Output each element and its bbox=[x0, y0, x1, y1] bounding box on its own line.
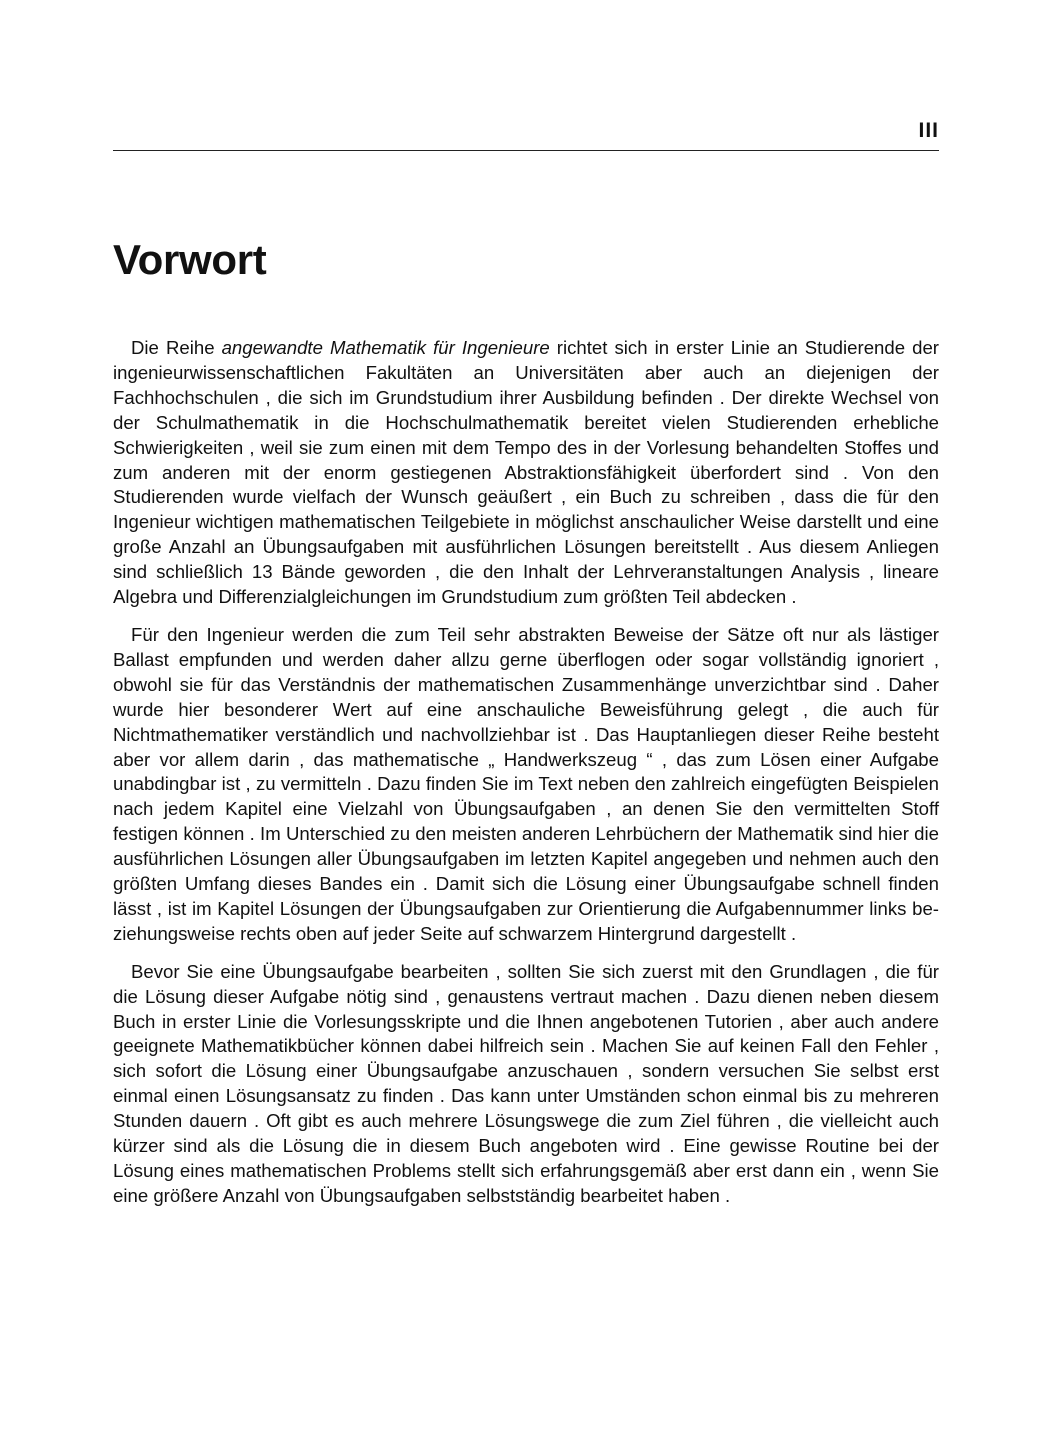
paragraph-1 bbox=[113, 336, 939, 610]
header-rule bbox=[113, 150, 939, 151]
page-number: III bbox=[918, 119, 939, 142]
series-title-emphasis: angewandte Mathematik für Ingenieure bbox=[221, 337, 550, 358]
paragraph-1-text: richtet sich in erster Linie an Studierende der ingenieurwissenschaftlichen Fakultäten an Universitäten aber auch an diejenigen der Fachhochschulen , die sich im Grundstudium ihrer Ausbildung befinden . Der direkte Wechsel von der Schulmathematik in die Hochschulmathematik bereitet vielen Studierenden erhebliche Schwierigkeiten , weil sie zum einen mit dem Tempo des in der Vorlesung behandelten Stoffes und zum anderen mit der enorm gestiegenen Abstraktionsfähigkeit überfordert sind . Von den Studierenden wurde vielfach der Wunsch geäußert , ein Buch zu schreiben , dass die für den Ingenieur wichtigen mathematischen Teilgebiete in möglichst anschaulicher Weise darstellt und eine große Anzahl an Übungsaufgaben mit ausführlichen Lösungen bereitstellt . Aus diesem Anliegen sind schließlich 13 Bände geworden , die den Inhalt der Lehrveranstaltungen Analysis , lineare Algebra und Differenzialgleichungen im Grundstudium zum größten Teil abdecken . bbox=[113, 337, 939, 608]
book-page bbox=[113, 0, 939, 1455]
preface-body bbox=[113, 336, 939, 1222]
paragraph-2: Für den Ingenieur werden die zum Teil sehr abstrakten Beweise der Sätze oft nur als lästiger Ballast empfunden und werden daher allzu gerne überflogen oder sogar vollständig ignoriert , obwohl sie für das Verständnis der mathematischen Zusammenhänge unverzichtbar sind . Daher wurde hier besonderer Wert auf eine anschauliche Beweisführung gelegt , die auch für Nichtmathematiker verständlich und nachvollziehbar ist . Das Hauptanliegen dieser Reihe besteht aber vor allem darin , das mathematische „ Handwerkszeug “ , das zum Lösen einer Aufgabe unabdingbar ist , zu vermitteln . Dazu finden Sie im Text neben den zahlreich eingefügten Beispielen nach jedem Kapitel eine Vielzahl von Übungsaufgaben , an denen Sie den vermittelten Stoff festigen können . Im Unterschied zu den meisten anderen Lehrbüchern der Mathematik sind hier die ausführlichen Lösungen aller Übungsaufgaben im letzten Kapitel angegeben und nehmen auch den größten Umfang dieses Bandes ein . Damit sich die Lösung einer Übungsaufgabe schnell finden lässt , ist im Kapitel Lösungen der Übungsaufgaben zur Orientierung die Aufgabennummer links beziehungsweise rechts oben auf jeder Seite auf schwarzem Hintergrund dargestellt . bbox=[113, 623, 939, 944]
chapter-title: Vorwort bbox=[113, 236, 267, 283]
paragraph-1-lead: Die Reihe bbox=[131, 337, 222, 358]
paragraph-3: Bevor Sie eine Übungsaufgabe bearbeiten , sollten Sie sich zuerst mit den Grundlagen , die für die Lösung dieser Aufgabe nötig sind , genaustens vertraut machen . Dazu dienen neben diesem Buch in erster Linie die Vorlesungsskripte und die Ihnen angebotenen Tutorien , aber auch andere geeignete Mathematikbücher können dabei hilfreich sein . Machen Sie auf keinen Fall den Fehler , sich sofort die Lösung einer Übungsaufgabe anzuschauen , sondern versuchen Sie selbst erst einmal einen Lösungsansatz zu finden . Das kann unter Umständen schon einmal bis zu mehreren Stunden dauern . Oft gibt es auch mehrere Lösungswege die zum Ziel führen , die vielleicht auch kürzer sind als die Lösung die in diesem Buch angeboten wird . Eine gewisse Routine bei der Lösung eines mathematischen Problems stellt sich erfahrungsgemäß aber erst dann ein , wenn Sie eine größere Anzahl von Übungsaufgaben selbstständig bearbeitet haben . bbox=[113, 960, 939, 1206]
